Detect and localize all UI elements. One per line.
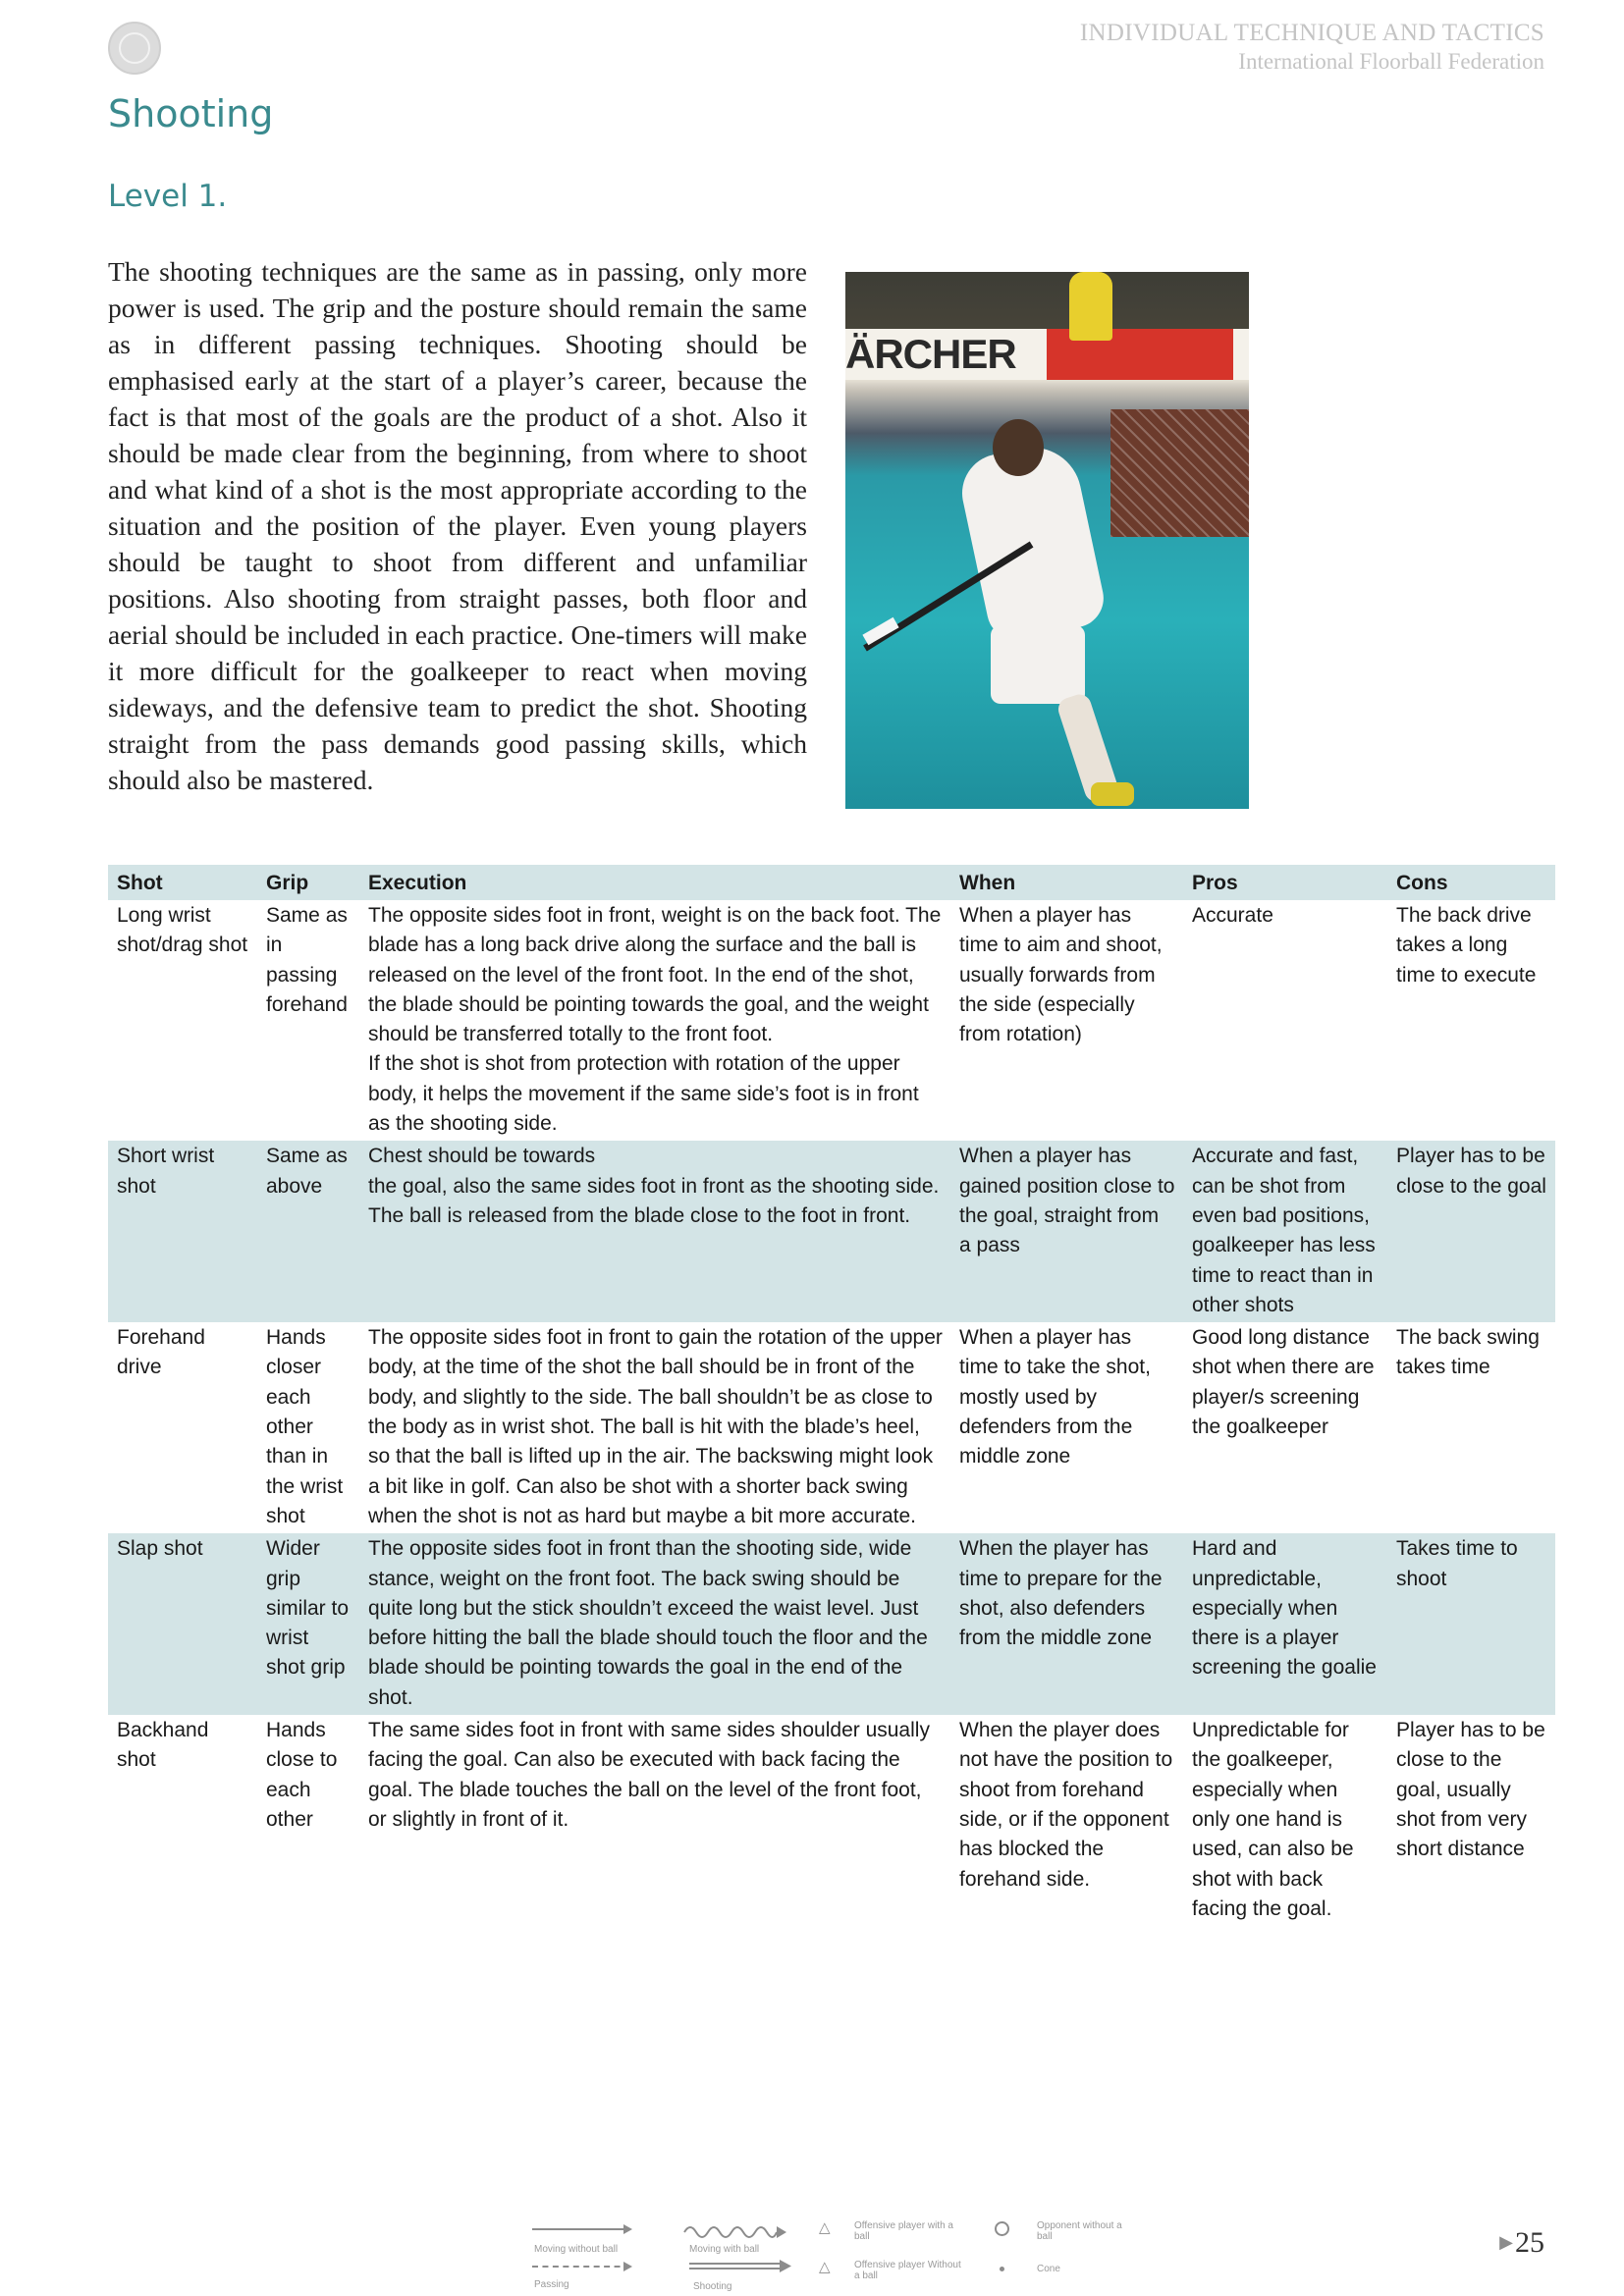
- table-row: [108, 900, 1555, 1141]
- legend-moving-without-ball: Moving without ball: [534, 2244, 619, 2255]
- col-header-grip: Grip: [257, 865, 359, 900]
- photo-player-head: [993, 419, 1044, 476]
- photo-banner-text: ÄRCHER: [845, 331, 1016, 377]
- legend-cone: Cone: [1037, 2264, 1060, 2274]
- cell-cons: Player has to be close to the goal, usually shot from very short distance: [1396, 1719, 1545, 1861]
- cell-execution: The opposite sides foot in front to gain the rotation of the upper body, at the time of the shot the ball should be in front of the body, and slightly to the side. The ball shouldn’t be as close to the body as in wrist shot. The ball is hit with the blade’s heel, so that the ball is lifted up in the air. The backswing might look a bit like in golf. Can also be shot with a shorter back swing when the shot is not as hard but maybe a bit more accurate.: [368, 1326, 943, 1527]
- col-header-shot: Shot: [108, 865, 257, 900]
- moving-without-ball-arrow-icon: [532, 2228, 630, 2230]
- cell-shot: Long wrist shot/drag shot: [117, 904, 248, 957]
- col-header-pros: Pros: [1183, 865, 1387, 900]
- header-line-1: INDIVIDUAL TECHNIQUE AND TACTICS: [1079, 20, 1544, 46]
- cell-shot: Backhand shot: [117, 1719, 209, 1772]
- legend-shooting: Shooting: [693, 2281, 732, 2292]
- legend-moving-with-ball: Moving with ball: [689, 2244, 760, 2255]
- cell-when: When a player has time to aim and shoot, usually forwards from the side (especially from rotation): [959, 904, 1163, 1046]
- page-marker-triangle-icon: ▶: [1499, 2232, 1513, 2252]
- photo-goal-net: [1110, 409, 1249, 537]
- table-row: [108, 1141, 1555, 1322]
- cell-execution-text: Chest should be towards: [368, 1145, 596, 1168]
- moving-with-ball-wave-icon: [682, 2220, 790, 2240]
- running-header: [1080, 18, 1544, 77]
- legend-opponent-without-ball: Opponent without a ball: [1037, 2220, 1122, 2242]
- table-row: [108, 1715, 1555, 1926]
- page-title: Shooting: [108, 92, 274, 135]
- cell-execution-text: The opposite sides foot in front, weight is on the back foot. The blade has a long back drive along the surface and the ball is released on the level of the front foot. In the end of the shot, the blade should be pointing towards the goal, and the weight should be transferred totally to the front foot.: [368, 904, 942, 1046]
- passing-arrow-icon: [532, 2266, 630, 2268]
- header-line-2: International Floorball Federation: [1238, 49, 1544, 75]
- cell-execution: [359, 1141, 950, 1322]
- section-subtitle: Level 1.: [108, 179, 228, 214]
- table-header-row: [108, 865, 1555, 900]
- cell-cons: The back swing takes time: [1396, 1326, 1540, 1379]
- page-number: [1499, 2226, 1544, 2260]
- symbol-legend: [530, 2220, 1139, 2293]
- cell-execution: The opposite sides foot in front than the shooting side, wide stance, weight on the front foot. The back swing should be quite long but the stick shouldn’t exceed the waist level. Just before hitting the ball the blade should touch the floor and the blade should be pointing towards the goal in the end of the shot.: [359, 1533, 950, 1715]
- cell-execution: [359, 900, 950, 1141]
- offensive-player-without-ball-triangle-icon: △: [819, 2258, 831, 2275]
- cell-cons: The back drive takes a long time to execute: [1396, 904, 1537, 987]
- photo-player-shoe: [1091, 782, 1134, 806]
- cell-pros: Unpredictable for the goalkeeper, especially when only one hand is used, can also be shot with back facing the goal.: [1192, 1719, 1354, 1920]
- cell-pros: Hard and unpredictable, especially when there is a player screening the goalie: [1183, 1533, 1387, 1715]
- cell-grip: Hands close to each other: [266, 1719, 338, 1831]
- legend-passing: Passing: [534, 2279, 569, 2290]
- cell-grip: Hands closer each other than in the wrist shot: [266, 1326, 344, 1527]
- legend-offensive-without-ball: Offensive player Without a ball: [854, 2260, 961, 2281]
- federation-logo-icon: [108, 22, 161, 75]
- cell-execution-text-2: the goal, also the same sides foot in front as the shooting side. The ball is released from the blade close to the foot in front.: [368, 1174, 940, 1227]
- floorball-shot-photo: [845, 272, 1249, 809]
- cell-grip: Same as above: [257, 1141, 359, 1322]
- col-header-when: When: [950, 865, 1183, 900]
- table-row: [108, 1322, 1555, 1533]
- cell-pros: Accurate and fast, can be shot from even bad positions, goalkeeper has less time to react than in other shots: [1183, 1141, 1387, 1322]
- table-row: [108, 1533, 1555, 1715]
- photo-player-shorts: [991, 625, 1085, 704]
- cell-execution-text-2: If the shot is shot from protection with rotation of the upper body, it helps the movement if the same side’s foot is in front as the shooting side.: [368, 1052, 919, 1136]
- col-header-execution: Execution: [359, 865, 950, 900]
- offensive-player-with-ball-triangle-icon: △: [819, 2218, 831, 2236]
- cone-dot-icon: [1000, 2267, 1004, 2271]
- cell-cons: Player has to be close to the goal: [1387, 1141, 1555, 1322]
- cell-grip: Wider grip similar to wrist shot grip: [257, 1533, 359, 1715]
- cell-grip: Same as in passing forehand: [266, 904, 348, 1016]
- cell-pros: Good long distance shot when there are player/s screening the goalkeeper: [1192, 1326, 1375, 1439]
- shooting-technique-table: [108, 865, 1555, 1926]
- cell-pros: Accurate: [1192, 904, 1273, 927]
- photo-referee: [1069, 272, 1112, 341]
- legend-offensive-with-ball: Offensive player with a ball: [854, 2220, 953, 2242]
- cell-shot: Short wrist shot: [108, 1141, 257, 1322]
- cell-when: When a player has time to take the shot, mostly used by defenders from the middle zone: [959, 1326, 1151, 1468]
- cell-execution: The same sides foot in front with same sides shoulder usually facing the goal. Can also be executed with back facing the goal. The blade touches the ball on the level of the front foot, or slightly in front of it.: [368, 1719, 930, 1831]
- col-header-cons: Cons: [1387, 865, 1555, 900]
- cell-shot: Forehand drive: [117, 1326, 205, 1379]
- page-number-text: 25: [1515, 2226, 1544, 2259]
- cell-shot: Slap shot: [108, 1533, 257, 1715]
- intro-paragraph: The shooting techniques are the same as in passing, only more power is used. The grip and the posture should remain the same as in different passing techniques. Shooting should be emphasised early at the start of a player’s career, because the fact is that most of the goals are the product of a shot. Also it should be made clear from the beginning, from where to shoot and what kind of a shot is the most appropriate according to the situation and the position of the player. Even young players should be taught to shoot from different and unfamiliar positions. Also shooting from straight passes, both floor and aerial should be included in each practice. One-timers will make it more difficult for the goalkeeper to react when moving sideways, and the defensive team to predict the shot. Shooting straight from the pass demands good passing skills, which should also be mastered.: [108, 256, 807, 795]
- shooting-double-arrow-icon: [687, 2258, 795, 2275]
- cell-when: When the player has time to prepare for the shot, also defenders from the middle zone: [950, 1533, 1183, 1715]
- opponent-circle-icon: [995, 2221, 1009, 2236]
- cell-cons: Takes time to shoot: [1387, 1533, 1555, 1715]
- cell-when: When a player has gained position close to the goal, straight from a pass: [950, 1141, 1183, 1322]
- cell-when: When the player does not have the position to shoot from forehand side, or if the opponent has blocked the forehand side.: [959, 1719, 1173, 1891]
